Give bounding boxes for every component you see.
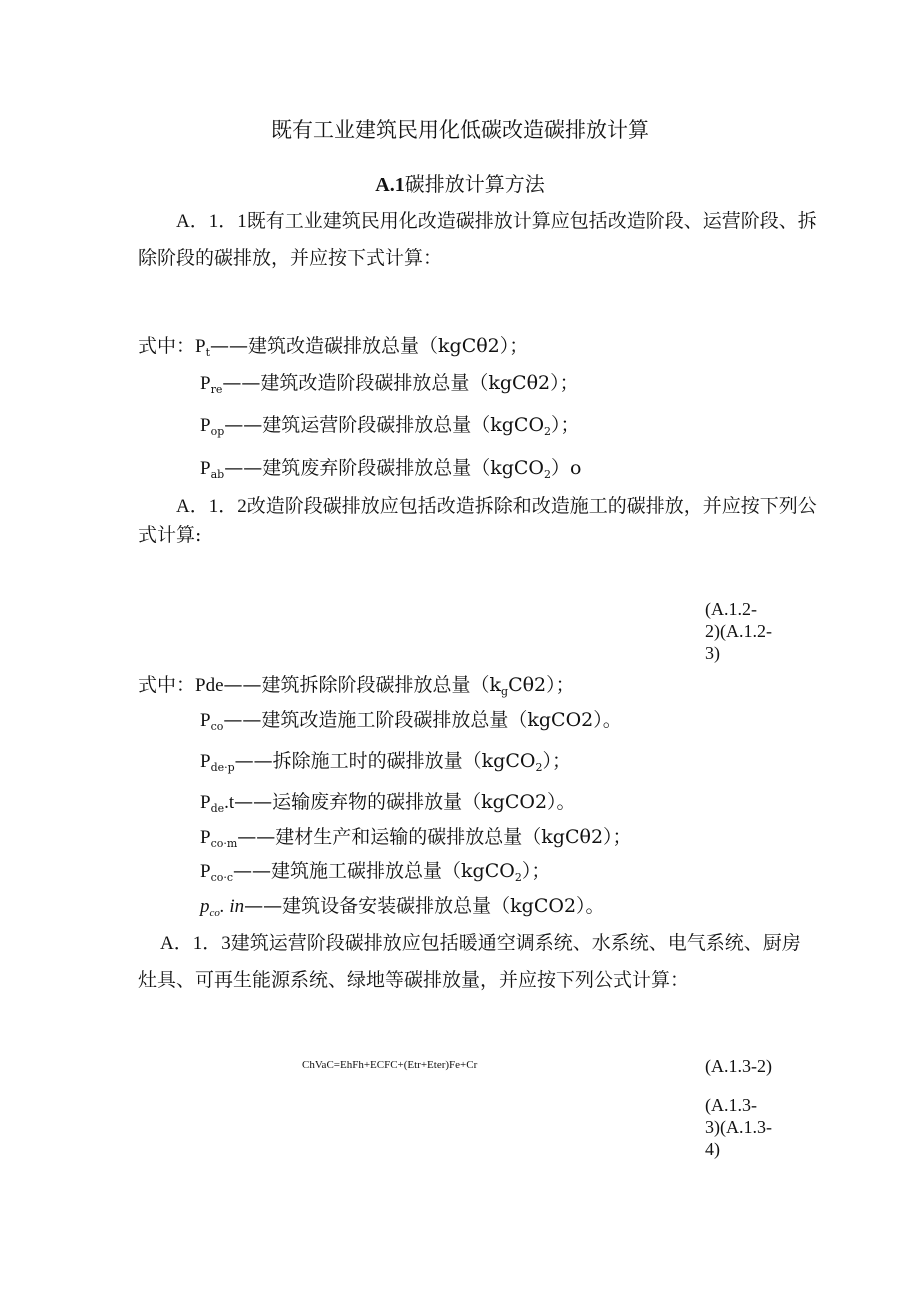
clause-a11-line2: 除阶段的碳排放，并应按下式计算： bbox=[138, 247, 443, 269]
def-symbol-sub: co·c bbox=[210, 871, 234, 884]
def-desc-end: ）o bbox=[550, 457, 582, 479]
clause-a13-text1: 建筑运营阶段碳排放应包括暖通空调系统、水系统、电气系统、厨房 bbox=[230, 932, 801, 954]
section-heading bbox=[0, 171, 920, 198]
def-pre bbox=[200, 370, 579, 397]
def-symbol-suffix: .t bbox=[224, 792, 235, 813]
clause-a13-number: A．1．3 bbox=[160, 933, 231, 954]
equation-number bbox=[705, 598, 772, 664]
def-symbol: P bbox=[200, 373, 211, 394]
def-symbol: P bbox=[195, 336, 206, 357]
def-symbol-sub: co bbox=[210, 720, 224, 733]
section-heading-text: 碳排放计算方法 bbox=[404, 172, 545, 196]
def-pop bbox=[200, 412, 580, 439]
equation-number bbox=[705, 1094, 772, 1160]
def-symbol-sub: ab bbox=[210, 468, 225, 481]
def-desc-sub: 2 bbox=[544, 425, 552, 438]
equation-number-line: 2)(A.1.2- bbox=[705, 621, 772, 641]
def-pcom bbox=[200, 824, 632, 851]
clause-a13-line1 bbox=[160, 930, 801, 957]
def-pab bbox=[200, 455, 581, 482]
def-desc-sub: 2 bbox=[543, 468, 551, 481]
equation-number-line: 3)(A.1.3- bbox=[705, 1117, 772, 1137]
def-desc: ——建筑施工碳排放总量（kgCO bbox=[233, 860, 515, 882]
def-symbol-sub: co·m bbox=[210, 837, 238, 850]
def-desc-end: ）； bbox=[551, 414, 580, 436]
clause-a12-line1 bbox=[176, 493, 817, 520]
def-desc: ——拆除施工时的碳排放量（kgCO bbox=[234, 750, 536, 772]
def-desc: ——建筑拆除阶段碳排放总量（k bbox=[223, 674, 502, 696]
def-symbol: P bbox=[200, 827, 211, 848]
def-symbol: P bbox=[200, 861, 211, 882]
clause-a11-line1 bbox=[176, 208, 817, 235]
def-symbol: P bbox=[200, 458, 211, 479]
def-symbol: P bbox=[200, 415, 211, 436]
document-title: 既有工业建筑民用化低碳改造碳排放计算 bbox=[271, 118, 649, 142]
def-symbol-sub: op bbox=[210, 425, 225, 438]
def-pdep bbox=[200, 748, 571, 775]
def-pdet bbox=[200, 789, 576, 816]
def-symbol: P bbox=[200, 710, 211, 731]
def-symbol-sub: co bbox=[209, 907, 220, 919]
def-pt bbox=[138, 333, 528, 360]
formula-a13: ChVaC=EhFh+ECFC+(Etr+Eter)Fe+Cr bbox=[302, 1059, 478, 1071]
def-pcoin bbox=[200, 893, 605, 920]
def-desc: ——建筑改造碳排放总量（kgCθ2）； bbox=[210, 335, 529, 357]
def-desc-sub: 2 bbox=[535, 761, 543, 774]
def-symbol-sub: t bbox=[205, 346, 211, 359]
def-pcoc bbox=[200, 858, 550, 885]
def-desc-end: ）； bbox=[542, 750, 571, 772]
def-desc: ——运输废弃物的碳排放量（kgCO2）。 bbox=[234, 791, 576, 813]
clause-a12-number: A．1．2 bbox=[176, 496, 247, 517]
clause-a11-number: A．1．1 bbox=[176, 211, 247, 232]
equation-number-line: (A.1.2- bbox=[705, 599, 757, 619]
clause-a11-text1: 既有工业建筑民用化改造碳排放计算应包括改造阶段、运营阶段、拆 bbox=[246, 210, 817, 232]
def-symbol-sub: de·p bbox=[210, 761, 235, 774]
def-prefix: 式中： bbox=[138, 335, 196, 357]
def-desc-sub: 2 bbox=[514, 871, 522, 884]
clause-a13-line2: 灶具、可再生能源系统、绿地等碳排放量，并应按下列公式计算： bbox=[138, 969, 690, 991]
def-pco bbox=[200, 707, 622, 734]
clause-a12-line2: 式计算: bbox=[138, 524, 202, 546]
equation-number: (A.1.3-2) bbox=[705, 1056, 772, 1076]
def-symbol-suffix: . in bbox=[219, 896, 245, 917]
equation-number-line: 3) bbox=[705, 643, 720, 663]
def-symbol: P bbox=[200, 792, 211, 813]
def-desc: ——建筑运营阶段碳排放总量（kgCO bbox=[224, 414, 545, 436]
def-symbol: Pde bbox=[195, 675, 224, 696]
equation-number-line: 4) bbox=[705, 1139, 720, 1159]
section-number: A.1 bbox=[375, 174, 405, 196]
clause-a12-text1: 改造阶段碳排放应包括改造拆除和改造施工的碳排放，并应按下列公 bbox=[246, 495, 817, 517]
def-symbol: P bbox=[200, 751, 211, 772]
def-desc: ——建筑设备安装碳排放总量（kgCO2）。 bbox=[244, 895, 605, 917]
def-prefix: 式中： bbox=[138, 674, 196, 696]
def-desc-end: Cθ2）； bbox=[508, 674, 575, 696]
def-desc: ——建材生产和运输的碳排放总量（kgCθ2）； bbox=[237, 826, 632, 848]
def-desc-sub: g bbox=[501, 685, 509, 698]
def-symbol: p bbox=[200, 896, 210, 917]
def-desc: ——建筑废弃阶段碳排放总量（kgCO bbox=[224, 457, 544, 479]
def-symbol-sub: re bbox=[210, 383, 223, 396]
equation-number-line: (A.1.3- bbox=[705, 1095, 757, 1115]
def-symbol-sub: de bbox=[210, 802, 225, 815]
def-desc: ——建筑改造施工阶段碳排放总量（kgCO2）。 bbox=[223, 709, 622, 731]
def-desc: ——建筑改造阶段碳排放总量（kgCθ2）； bbox=[222, 372, 579, 394]
def-pde bbox=[138, 672, 575, 699]
def-desc-end: ）； bbox=[521, 860, 551, 882]
